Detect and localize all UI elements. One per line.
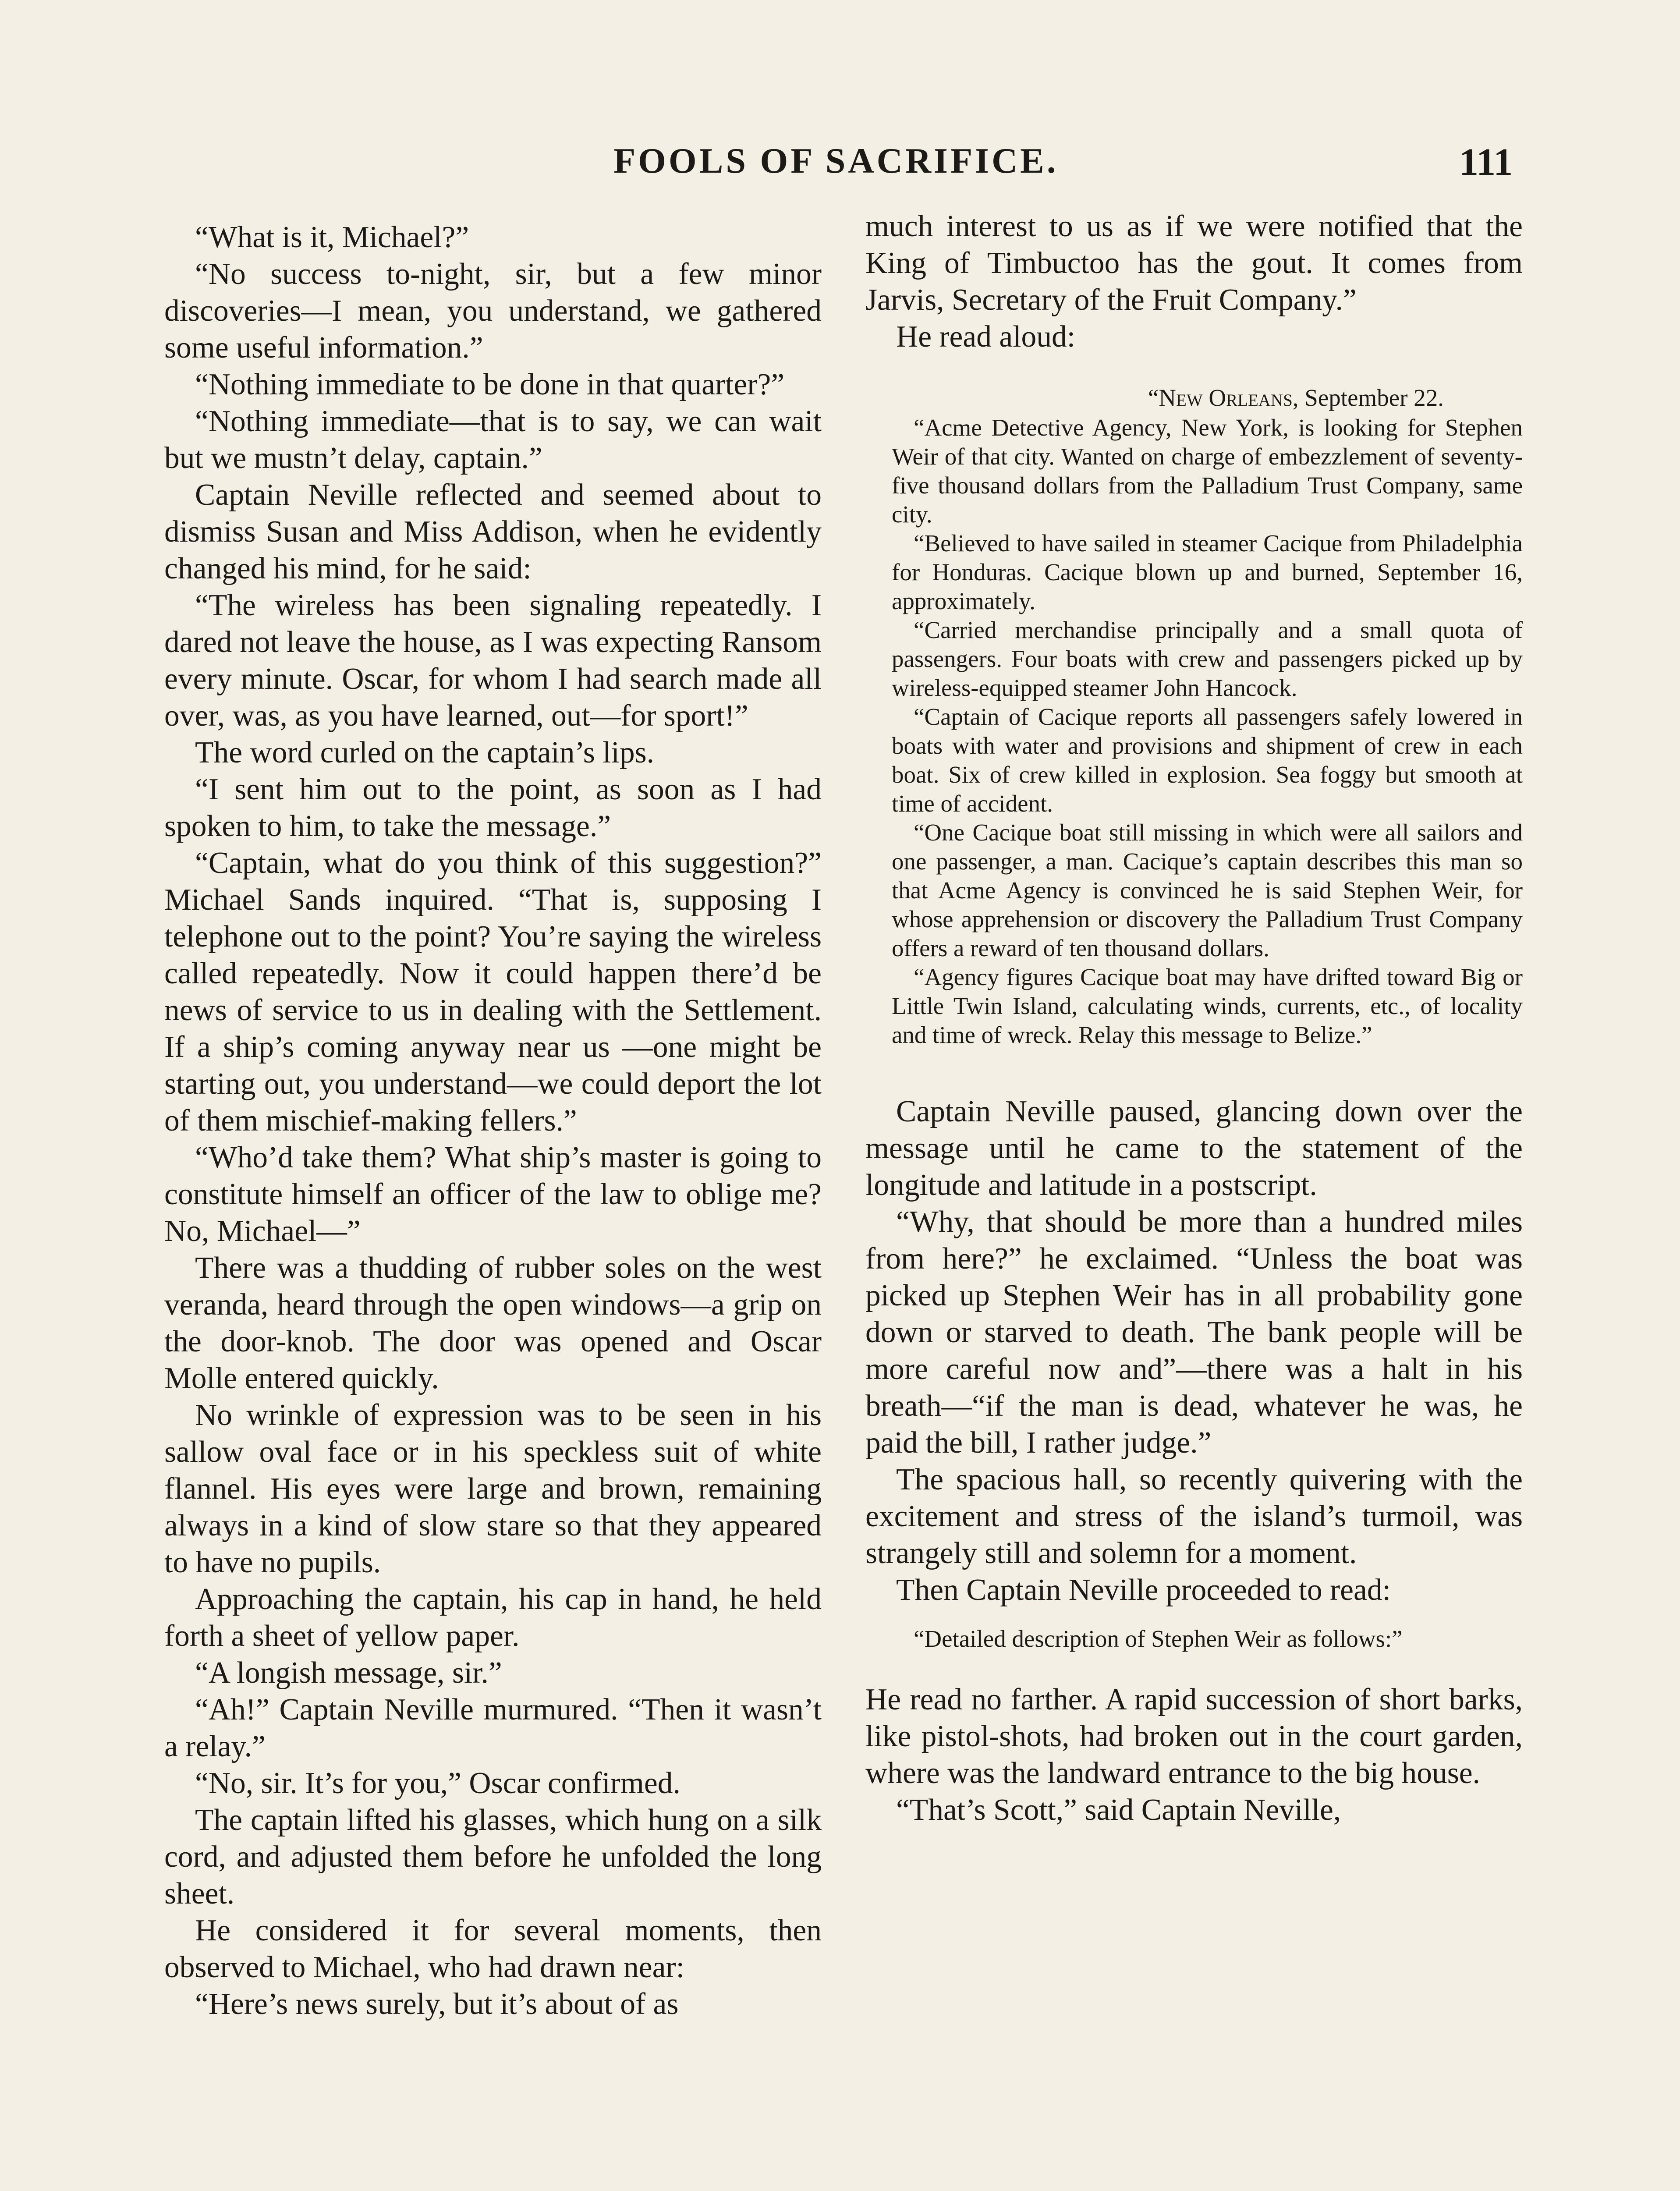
paragraph: He read aloud: [896,320,1076,354]
paragraph: “Here’s news surely, but it’s about of as [195,1987,679,2021]
paragraph: “A longish message, sir.” [195,1656,502,1690]
paragraph: “No success to-night, sir, but a few minor discoveries—I mean, you understand, we gathered some useful information.” [164,257,822,365]
paragraph: The captain lifted his glasses, which hung on a silk cord, and adjusted them before he unfolded the long sheet. [164,1803,822,1911]
paragraph: “The wireless has been signaling repeatedly. I dared not leave the house, as I was expecting Ransom every minute. Oscar, for whom I had search made all over, was, as you have learned, out—for sport!” [164,589,822,733]
telegram-paragraph: “Acme Detective Agency, New York, is looking for Stephen Weir of that city. Wanted on charge of embezzlement of seventy-five thousand dollars from the Palladium Trust Company, same city. [892,414,1523,528]
right-column [865,208,1523,1829]
paragraph: “Captain, what do you think of this suggestion?” Michael Sands inquired. “That is, supposing I telephone out to the point? You’re saying the wireless called repeatedly. Now it could happen there’d be news of service to us in dealing with the Settlement. If a ship’s coming anyway near us —one might be starting out, you understand—we could deport the lot of them mischief-making fellers.” [164,846,822,1138]
paragraph: Then Captain Neville proceeded to read: [896,1573,1391,1607]
running-header [0,140,1680,197]
paragraph: There was a thudding of rubber soles on the west veranda, heard through the open windows—a grip on the door-knob. The door was opened and Oscar Molle entered quickly. [164,1251,822,1395]
paragraph: No wrinkle of expression was to be seen in his sallow oval face or in his speckless suit of white flannel. His eyes were large and brown, remaining always in a kind of slow stare so that they appeared to have no pupils. [164,1398,822,1579]
left-column [164,219,822,2023]
paragraph: “Nothing immediate to be done in that quarter?” [195,368,785,401]
telegram-quote [892,383,1523,1049]
telegram-dateline: “New Orleans, September 22. [1148,384,1444,411]
paragraph: The word curled on the captain’s lips. [195,736,654,769]
paragraph: Captain Neville paused, glancing down over the message until he came to the statement of the longitude and latitude in a postscript. [865,1095,1523,1202]
paragraph: “I sent him out to the point, as soon as I had spoken to him, to take the message.” [164,773,822,843]
paragraph: “Nothing immediate—that is to say, we can wait but we mustn’t delay, captain.” [164,404,822,475]
telegram-paragraph: “Believed to have sailed in steamer Cacique from Philadelphia for Honduras. Cacique blown up and burned, September 16, approximately. [892,530,1523,614]
running-title: FOOLS OF SACRIFICE. [613,141,1059,181]
telegram-paragraph: “Agency figures Cacique boat may have drifted toward Big or Little Twin Island, calculating winds, currents, etc., of locality and time of wreck. Relay this message to Belize.” [892,964,1523,1048]
quote-paragraph: “Detailed description of Stephen Weir as follows:” [914,1625,1403,1652]
paragraph: “Why, that should be more than a hundred miles from here?” he exclaimed. “Unless the boat was picked up Stephen Weir has in all probability gone down or starved to death. The bank people will be more careful now and”—there was a halt in his breath—“if the man is dead, whatever he was, he paid the bill, I rather judge.” [865,1205,1523,1460]
paragraph: “No, sir. It’s for you,” Oscar confirmed. [195,1766,681,1800]
paragraph: The spacious hall, so recently quivering with the excitement and stress of the island’s turmoil, was strangely still and solemn for a moment. [865,1463,1523,1570]
paragraph: “Who’d take them? What ship’s master is going to constitute himself an officer of the law to oblige me? No, Michael—” [164,1141,822,1248]
telegram-paragraph: “One Cacique boat still missing in which were all sailors and one passenger, a man. Cacique’s captain describes this man so that Acme Agency is convinced he is said Stephen Weir, for whose apprehension or discovery the Palladium Trust Company offers a reward of ten thousand dollars. [892,819,1523,961]
paragraph-continuation: much interest to us as if we were notified that the King of Timbuctoo has the gout. It comes from Jarvis, Secretary of the Fruit Company.” [865,209,1523,317]
paragraph: He considered it for several moments, then observed to Michael, who had drawn near: [164,1914,822,1984]
paragraph: Captain Neville reflected and seemed about to dismiss Susan and Miss Addison, when he evidently changed his mind, for he said: [164,478,822,585]
description-quote [892,1624,1523,1653]
paragraph: “That’s Scott,” said Captain Neville, [896,1793,1341,1827]
paragraph: Approaching the captain, his cap in hand, he held forth a sheet of yellow paper. [164,1582,822,1653]
page-number: 111 [1459,141,1513,184]
paragraph: He read no farther. A rapid succession of short barks, like pistol-shots, had broken out in the court garden, where was the landward entrance to the big house. [865,1683,1523,1790]
paragraph: “Ah!” Captain Neville murmured. “Then it wasn’t a relay.” [164,1693,822,1763]
telegram-paragraph: “Captain of Cacique reports all passengers safely lowered in boats with water and provisions and shipment of crew in each boat. Six of crew killed in explosion. Sea foggy but smooth at time of accident. [892,703,1523,817]
telegram-paragraph: “Carried merchandise principally and a small quota of passengers. Four boats with crew and passengers picked up by wireless-equipped steamer John Hancock. [892,617,1523,701]
paragraph: “What is it, Michael?” [195,220,469,254]
